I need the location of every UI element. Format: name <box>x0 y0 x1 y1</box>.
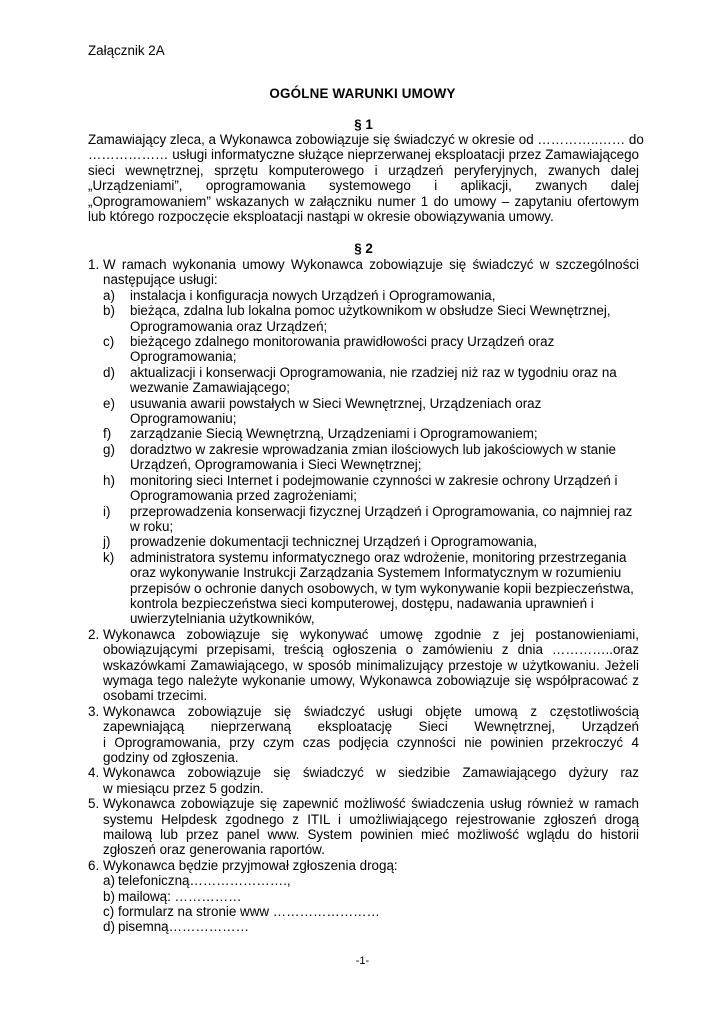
sub-item <box>88 873 639 888</box>
sub-label: i) <box>103 503 111 519</box>
sub-line: instalacja i konfiguracja nowych Urządzeń i Oprogramowania, <box>130 287 496 303</box>
item-line: Wykonawca zobowiązuje się świadczyć usługi objęte umową z częstotliwością <box>103 703 639 719</box>
sub-line: zarządzanie Siecią Wewnętrzną, Urządzeniami i Oprogramowaniem; <box>130 426 538 442</box>
sub-line: Oprogramowania; <box>130 349 237 365</box>
sub-item <box>88 534 639 549</box>
sub-label: g) <box>103 441 115 457</box>
sub-label: e) <box>103 395 115 411</box>
document-title: OGÓLNE WARUNKI UMOWY <box>269 86 456 101</box>
sub-item <box>88 550 639 627</box>
sub-line: formularz na stronie www …………………… <box>118 904 380 920</box>
sub-line: uwierzytelniania użytkowników, <box>130 611 315 627</box>
sub-item <box>88 426 639 441</box>
sub-label: b) <box>103 888 115 904</box>
sub-line: bieżąca, zdalna lub lokalna pomoc użytkownikom w obsłudze Sieci Wewnętrznej, <box>130 303 611 319</box>
item-line: Wykonawca zobowiązuje się zapewnić możliwość świadczenia usług również w ramach <box>103 796 639 812</box>
item-line: godziny od zgłoszenia. <box>103 750 239 765</box>
paragraph-line: lub którego rozpoczęcie eksploatacji nastąpi w okresie obowiązywania umowy. <box>88 208 554 224</box>
item-line: Wykonawca zobowiązuje się świadczyć w siedzibie Zamawiającego dyżury raz <box>103 765 639 781</box>
paragraph-line: „Urządzeniami”, oprogramowania systemowego i aplikacji, zwanych dalej <box>88 178 639 194</box>
item-line: wskazówkami Zamawiającego, w sposób minimalizujący przestoje w użytkowaniu. Jeżeli <box>103 657 639 673</box>
list-item <box>88 704 639 766</box>
sub-label: a) <box>103 873 115 889</box>
page-number: -1- <box>355 955 370 967</box>
attachment-label: Załącznik 2A <box>88 43 165 58</box>
sub-line: przeprowadzenia konserwacji fizycznej Urządzeń i Oprogramowania, co najmniej raz <box>130 503 633 519</box>
sub-item <box>88 889 639 904</box>
paragraph-line: sieci wewnętrznej, sprzętu komputerowego i urządzeń peryferyjnych, zwanych dalej <box>88 162 639 178</box>
item-number: 3. <box>88 703 100 719</box>
item-number: 2. <box>88 626 100 642</box>
sub-item <box>88 396 639 427</box>
sub-label: k) <box>103 549 115 565</box>
sub-item <box>88 303 639 334</box>
item-line: mailową lub przez panel www. System powinien mieć możliwość wglądu do historii <box>103 827 639 843</box>
sub-label: c) <box>103 334 115 350</box>
paragraph-line: „Oprogramowaniem” wskazanych w załączniku numer 1 do umowy – zapytaniu ofertowym <box>88 193 639 209</box>
item-line: W ramach wykonania umowy Wykonawca zobowiązuje się świadczyć w szczególności <box>103 257 639 272</box>
sub-line: oraz wykonywanie Instrukcji Zarządzania Systemem Informatycznym w rozumieniu <box>130 565 622 581</box>
item-line: obowiązującymi przepisami, treścią ogłoszenia o zamówieniu z dnia …………..oraz <box>103 642 639 658</box>
list-item <box>88 257 639 288</box>
sub-line: aktualizacji i konserwacji Oprogramowania, nie rzadziej niż raz w tygodniu oraz na <box>130 364 617 380</box>
sub-line: telefoniczną…………………., <box>118 873 291 889</box>
item-number: 5. <box>88 796 100 812</box>
item-number: 4. <box>88 765 100 781</box>
item-line: w miesiącu przez 5 godzin. <box>103 780 264 796</box>
sub-label: h) <box>103 472 115 488</box>
sub-line: Urządzeń, Oprogramowania i Sieci Wewnętrznej; <box>130 457 422 473</box>
sub-line: doradztwo w zakresie wprowadzania zmian ilościowych lub jakościowych w stanie <box>130 441 616 457</box>
sub-label: d) <box>103 364 115 380</box>
item-number: 6. <box>88 857 100 873</box>
sub-line: prowadzenie dokumentacji technicznej Urządzeń i Oprogramowania, <box>130 534 538 550</box>
list-item <box>88 858 639 873</box>
paragraph-line: ……………… usługi informatyczne służące nieprzerwanej eksploatacji przez Zamawiającego <box>88 147 639 163</box>
item-line: zgłoszeń oraz generowania raportów. <box>103 842 325 858</box>
item-line: osobami trzecimi. <box>103 688 208 704</box>
item-line: Wykonawca zobowiązuje się wykonywać umowę zgodnie z jej postanowieniami, <box>103 626 639 642</box>
sub-line: bieżącego zdalnego monitorowania prawidłowości pracy Urządzeń oraz <box>130 334 555 350</box>
sub-label: c) <box>103 904 115 920</box>
paragraph-line: Zamawiający zleca, a Wykonawca zobowiązuje się świadczyć w okresie od …………..…… do <box>88 132 644 147</box>
sub-line: przepisów o ochronie danych osobowych, w tym wykonywanie kopii bezpieczeństwa, <box>130 580 634 596</box>
item-line: następujące usługi: <box>103 272 218 288</box>
section-2-list <box>88 257 639 935</box>
sub-label: f) <box>103 426 112 442</box>
sub-line: usuwania awarii powstałych w Sieci Wewnętrznej, Urządzeniach oraz <box>130 395 542 411</box>
section-2-heading: § 2 <box>354 241 373 256</box>
item-number: 1. <box>88 257 100 272</box>
sub-label: d) <box>103 919 115 935</box>
sub-line: mailową: …………… <box>118 888 242 904</box>
sub-item <box>88 288 639 303</box>
item-line: wymaga tego należyte wykonanie umowy, Wykonawca zobowiązuje się współpracować z <box>103 672 639 688</box>
sub-item <box>88 442 639 473</box>
sub-line: Oprogramowaniu; <box>130 411 237 427</box>
sub-line: kontrola bezpieczeństwa sieci komputerowej, dostępu, nadawania uprawnień i <box>130 595 594 611</box>
item-line: i Oprogramowania, przy czym czas podjęcia czynności nie powinien przekroczyć 4 <box>103 734 639 750</box>
sub-line: administratora systemu informatycznego oraz wdrożenie, monitoring przestrzegania <box>130 549 627 565</box>
item-line: systemu Helpdesk zgodnego z ITIL i umożliwiającego rejestrowanie zgłoszeń drogą <box>103 811 639 827</box>
list-item <box>88 796 639 858</box>
sub-item <box>88 365 639 396</box>
sub-item <box>88 334 639 365</box>
sub-label: a) <box>103 287 115 303</box>
section-1-body <box>88 132 644 224</box>
item-line: zapewniającą nieprzerwaną eksploatację Sieci Wewnętrznej, Urządzeń <box>103 719 639 735</box>
sub-item <box>88 473 639 504</box>
sub-label: b) <box>103 303 115 319</box>
sub-item <box>88 904 639 919</box>
sub-line: wezwanie Zamawiającego; <box>130 380 291 396</box>
sub-item <box>88 919 639 934</box>
sub-label: j) <box>103 534 111 550</box>
sub-line: w roku; <box>130 518 174 534</box>
sub-line: Oprogramowania przed zagrożeniami; <box>130 488 358 504</box>
sub-line: Oprogramowania oraz Urządzeń; <box>130 318 328 334</box>
sub-line: monitoring sieci Internet i podejmowanie czynności w zakresie ochrony Urządzeń i <box>130 472 618 488</box>
sub-item <box>88 504 639 535</box>
list-item <box>88 627 639 704</box>
item-line: Wykonawca będzie przyjmował zgłoszenia drogą: <box>103 857 398 873</box>
list-item <box>88 765 639 796</box>
sub-line: pisemną……………… <box>118 919 249 935</box>
section-1-heading: § 1 <box>354 117 373 132</box>
